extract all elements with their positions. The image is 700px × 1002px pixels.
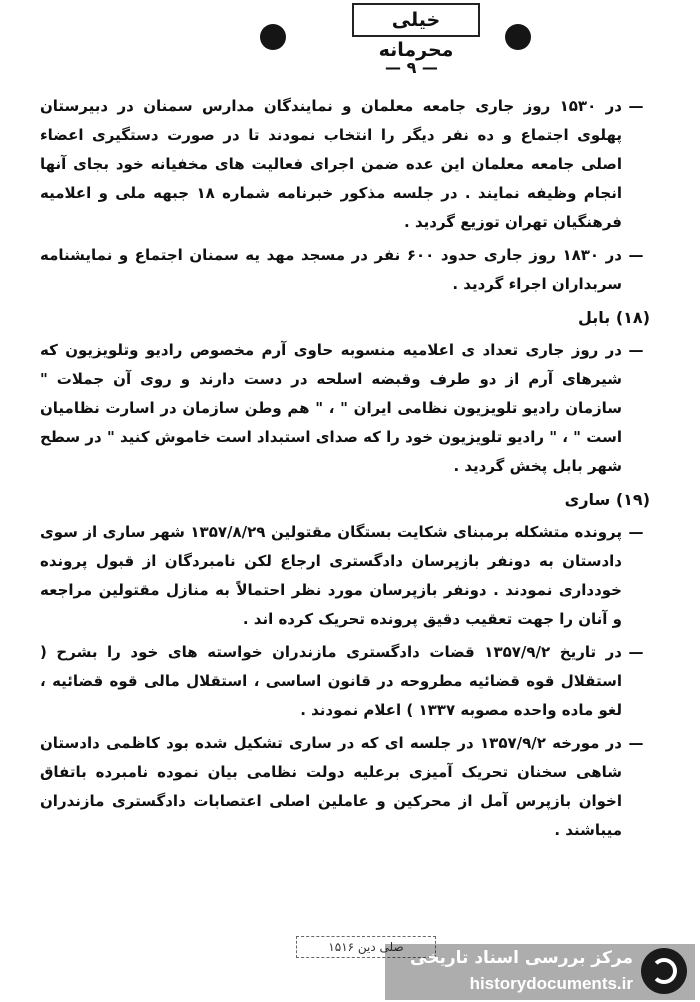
paragraph-marker: — xyxy=(628,246,644,264)
watermark-url[interactable]: historydocuments.ir xyxy=(469,974,633,993)
section-heading-sari xyxy=(40,485,650,514)
paragraph-marker: — xyxy=(628,341,644,359)
paragraph xyxy=(40,241,650,299)
signature-stamp: صلی دین ۱۵۱۶ xyxy=(296,936,436,958)
paragraph-text: در روز جاری تعداد ی اعلامیه منسوبه حاوی آرم مخصوص رادیو وتلویزیون که شیرهای آرم از دو طرف وقبضه اسلحه در دست دارند و روی آن جملات " سازمان رادیو تلویزیون نظامی ایران " ، " هم وطن سازمان در اسارت نظامیان است " ، " رادیو تلویزیون خود را که صدای استبداد است خاموش کنید " در سطح شهر بابل پخش گردید . xyxy=(40,341,622,475)
paragraph-text: پرونده متشکله برمبنای شکایت بستگان مقتولین ۱۳۵۷/۸/۲۹ شهر ساری از سوی دادستان به دونفر بازپرسان دادگستری ارجاع لکن نامبردگان از قبول پرونده خودداری نمودند . دونفر بازپرسان مورد نظر احتمالاً به منازل مقتولین مراجعه و آنان را جهت تعقیب دقیق پرونده تحریک کرده اند . xyxy=(40,523,622,628)
paragraph xyxy=(40,336,650,481)
paragraph-text: در تاریخ ۱۳۵۷/۹/۲ قضات دادگستری مازندران خواسته های خود را بشرح ( استقلال قوه قضائیه مطروحه در قانون اساسی ، استقلال مالی قوه قضائیه ، لغو ماده واحده مصوبه ۱۳۳۷ ) اعلام نمودند . xyxy=(40,643,623,719)
paragraph xyxy=(40,518,650,634)
paragraph-marker: — xyxy=(628,97,644,115)
punch-hole-right xyxy=(505,24,531,50)
document-body xyxy=(40,92,650,849)
paragraph-marker: — xyxy=(628,734,644,752)
punch-hole-left xyxy=(260,24,286,50)
archive-logo-icon xyxy=(641,948,687,994)
page-number: — ۹ — xyxy=(385,58,438,77)
paragraph-marker: — xyxy=(628,643,644,661)
section-heading-babol xyxy=(40,303,650,332)
paragraph xyxy=(40,638,650,725)
paragraph-text: در مورخه ۱۳۵۷/۹/۲ در جلسه ای که در ساری تشکیل شده بود کاظمی دادستان شاهی سخنان تحریک آمیزی برعلیه دولت نظامی بیان نموده نامبرده باتفاق اخوان بازپرس آمل از محرکین و عاملین اصلی اعتصابات دادگستری مازندران میباشند . xyxy=(40,734,622,839)
watermark xyxy=(385,944,695,1000)
paragraph-text: در ۱۸۳۰ روز جاری حدود ۶۰۰ نفر در مسجد مهد یه سمنان اجتماع و نمایشنامه سربداران اجراء گردید . xyxy=(40,246,622,293)
paragraph xyxy=(40,92,650,237)
paragraph xyxy=(40,729,650,845)
paragraph-text: در ۱۵۳۰ روز جاری جامعه معلمان و نمایندگان مدارس سمنان در دبیرستان پهلوی اجتماع و ده نفر دیگر را انتخاب نمودند تا در صورت دستگیری اعضاء اصلی جامعه معلمان این عده ضمن اجرای فعالیت های مخفیانه خود بجای آنها انجام وظیفه نمایند . در جلسه مذکور خبرنامه شماره ۱۸ جبهه ملی و اعلامیه فرهنگیان تهران توزیع گردید . xyxy=(40,97,622,231)
section-heading-text: (۱۸) بابل xyxy=(577,308,650,327)
section-heading-text: (۱۹) ساری xyxy=(564,490,650,509)
watermark-title: مرکز بررسی اسناد تاریخی xyxy=(410,948,633,968)
classification-stamp: خیلی محرمانه xyxy=(352,3,480,37)
paragraph-marker: — xyxy=(628,523,644,541)
